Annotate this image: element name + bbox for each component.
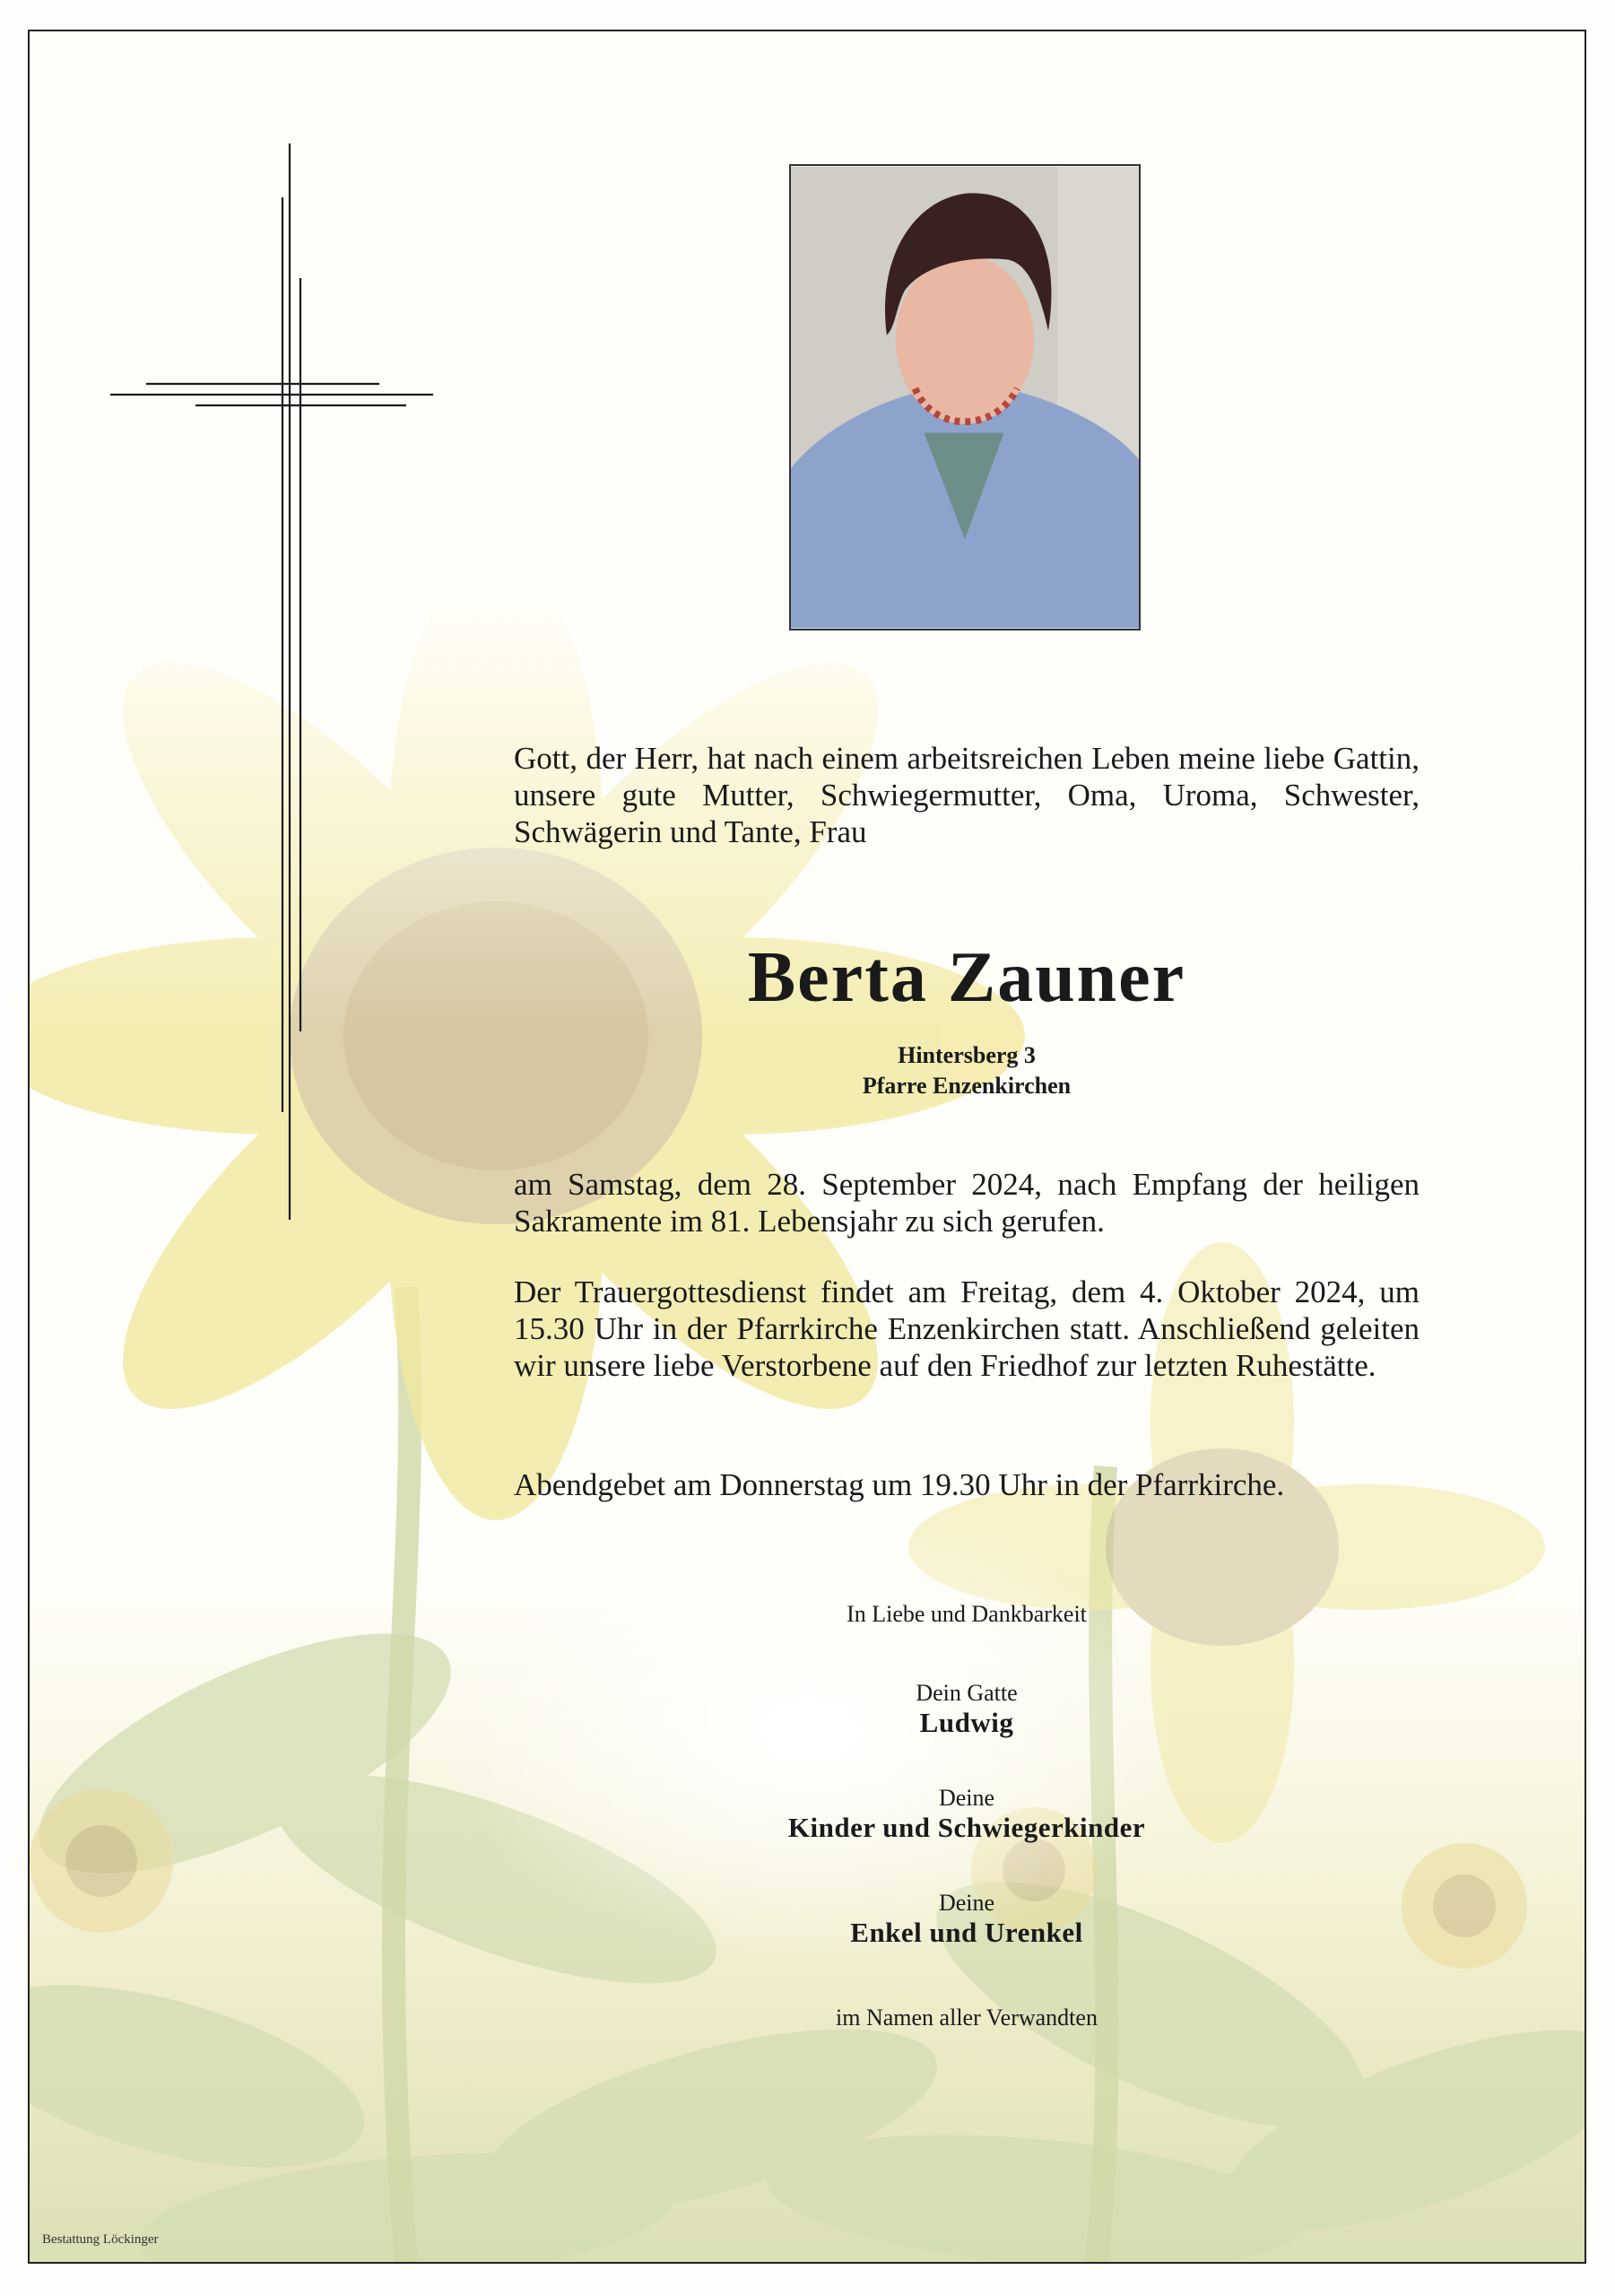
mourner-name-grandchildren: Enkel und Urenkel <box>850 1917 1083 1948</box>
cross-icon <box>110 144 433 1220</box>
mourner-name-children: Kinder und Schwiegerkinder <box>787 1812 1146 1843</box>
intro-text: Gott, der Herr, hat nach einem arbeitsreichen Leben meine liebe Gattin, unsere gute Mutter, Schwiegermutter, Oma, Uroma, Schwester, Schwägerin und Tante, Frau <box>514 741 1420 849</box>
death-announcement-paragraph: am Samstag, dem 28. September 2024, nach Empfang der heiligen Sakramente im 81. Lebensjahr zu sich gerufen. <box>514 1167 1420 1239</box>
deceased-address <box>514 1040 1420 1101</box>
mourner-label-grandchildren: Deine <box>938 1890 995 1916</box>
address-line-2: Pfarre Enzenkirchen <box>862 1073 1072 1099</box>
obituary-card <box>28 30 1586 2264</box>
evening-prayer-paragraph: Abendgebet am Donnerstag um 19.30 Uhr in der Pfarrkirche. <box>514 1467 1285 1502</box>
closing-final-line: im Namen aller Verwandten <box>836 2005 1098 2031</box>
undertaker-credit: Bestattung Löckinger <box>42 2232 159 2247</box>
funeral-service-paragraph: Der Trauergottesdienst findet am Freitag, dem 4. Oktober 2024, um 15.30 Uhr in der Pfarrkirche Enzenkirchen statt. Anschließend geleiten wir unsere liebe Verstorbene auf den Friedhof zur letzten Ruhestätte. <box>514 1274 1420 1383</box>
closing-line: In Liebe und Dankbarkeit <box>847 1601 1087 1627</box>
mourner-label-children: Deine <box>938 1785 995 1811</box>
mourner-name-spouse: Ludwig <box>919 1707 1014 1738</box>
address-line-1: Hintersberg 3 <box>898 1042 1036 1068</box>
deceased-name: Berta Zauner <box>747 938 1186 1017</box>
portrait-photo <box>789 164 1141 631</box>
mourner-label-spouse: Dein Gatte <box>916 1680 1018 1706</box>
